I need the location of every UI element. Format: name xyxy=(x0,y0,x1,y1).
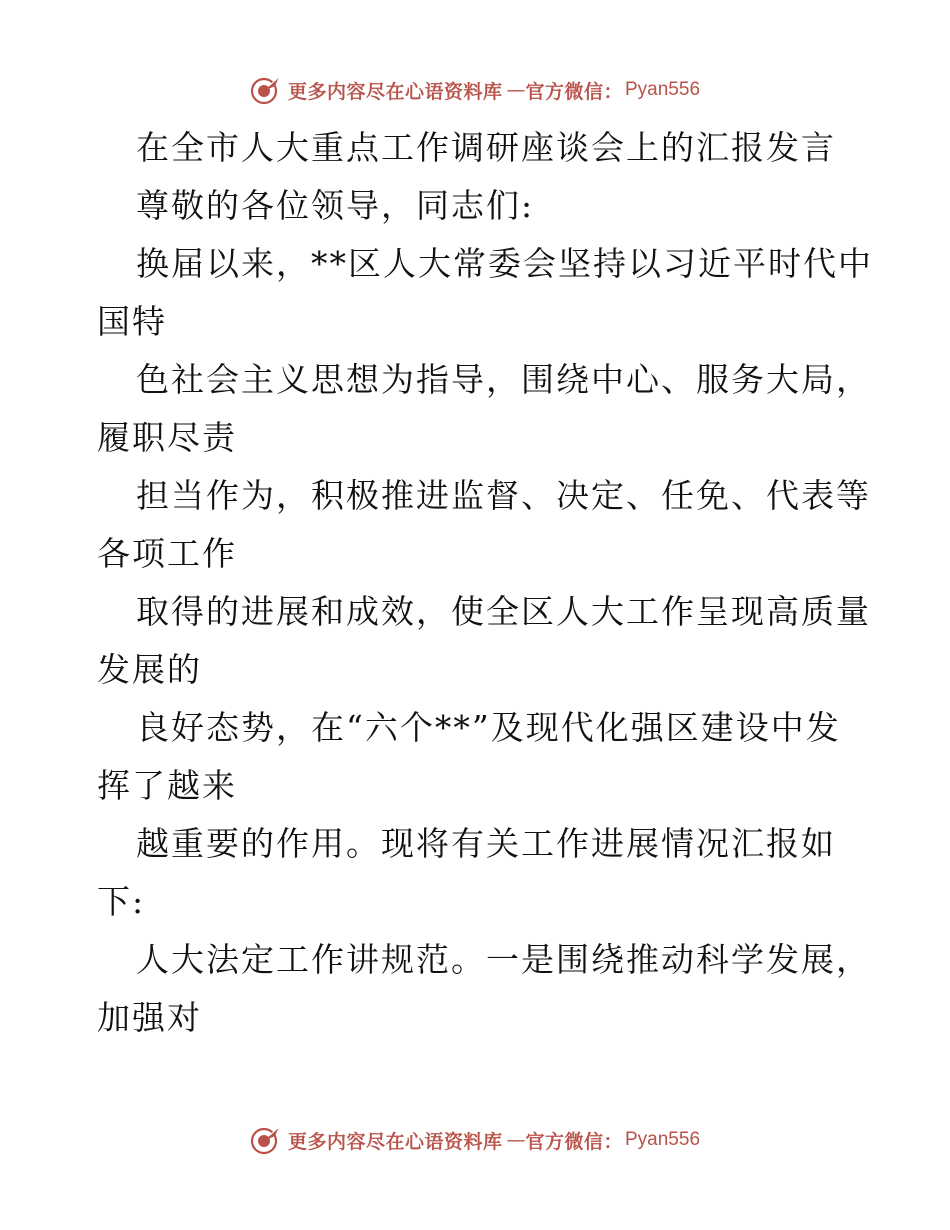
text-line: 良好态势，在“六个**”及现代化强区建设中发 xyxy=(136,708,841,747)
watermark-main-text: 更多内容尽在心语资料库 xyxy=(287,80,503,103)
watermark-separator: — xyxy=(506,1129,526,1151)
text-line: 下: xyxy=(97,882,146,921)
header-watermark xyxy=(0,70,950,110)
quill-logo-icon xyxy=(250,1124,282,1156)
text-line: 人大法定工作讲规范。一是围绕推动科学发展， xyxy=(136,940,871,979)
salutation: 尊敬的各位领导，同志们: xyxy=(136,186,535,225)
text-line: 换届以来，**区人大常委会坚持以习近平时代中 xyxy=(136,244,873,283)
watermark-separator: — xyxy=(506,79,526,101)
document-title: 在全市人大重点工作调研座谈会上的汇报发言 xyxy=(136,128,836,167)
text-line: 发展的 xyxy=(97,650,202,689)
watermark-id: Pyan556 xyxy=(625,1129,701,1150)
quill-logo-icon xyxy=(250,74,282,106)
text-line: 各项工作 xyxy=(97,534,237,573)
watermark-id: Pyan556 xyxy=(625,79,701,100)
watermark-main-text: 更多内容尽在心语资料库 xyxy=(287,1130,503,1153)
text-line: 担当作为，积极推进监督、决定、任免、代表等 xyxy=(136,476,871,515)
text-line: 越重要的作用。现将有关工作进展情况汇报如 xyxy=(136,824,836,863)
text-line: 色社会主义思想为指导，围绕中心、服务大局， xyxy=(136,360,871,399)
text-line: 挥了越来 xyxy=(97,766,237,805)
text-line: 加强对 xyxy=(97,998,202,1037)
text-line: 取得的进展和成效，使全区人大工作呈现高质量 xyxy=(136,592,871,631)
footer-watermark xyxy=(0,1120,950,1160)
watermark-suffix: 官方微信： xyxy=(525,80,623,103)
text-line: 履职尽责 xyxy=(97,418,237,457)
text-line: 国特 xyxy=(97,302,167,341)
watermark-suffix: 官方微信： xyxy=(525,1130,623,1153)
